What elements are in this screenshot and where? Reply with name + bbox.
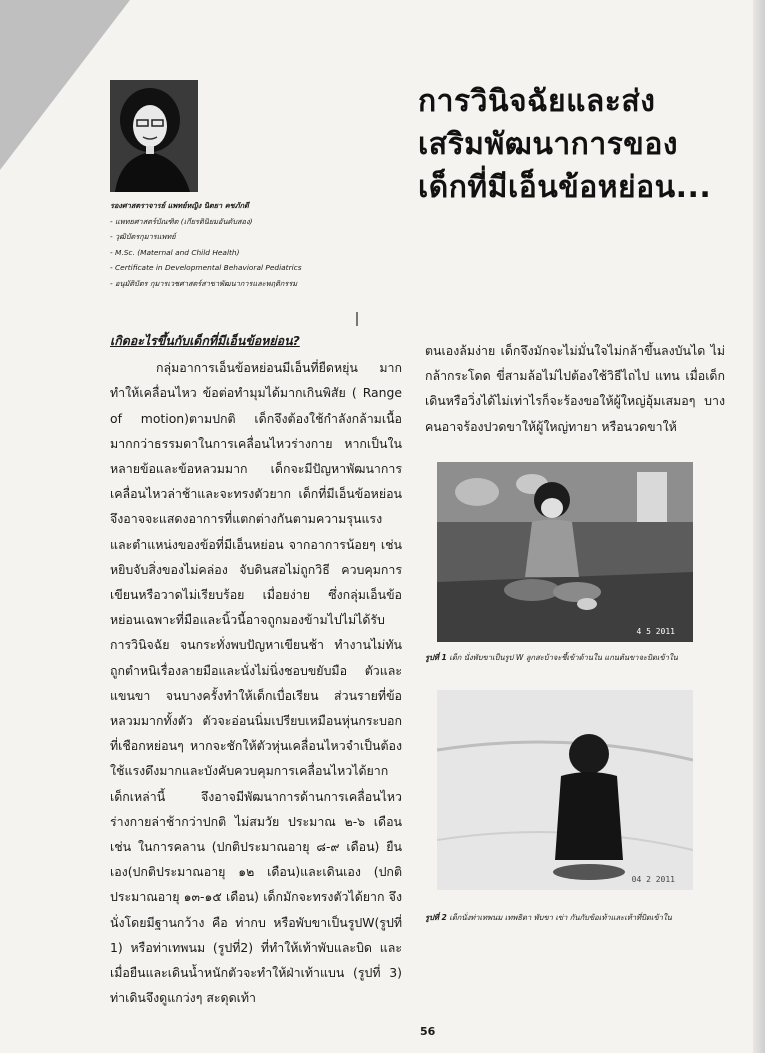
photo-date-stamp: 04 2 2011 bbox=[631, 875, 675, 884]
author-portrait bbox=[110, 80, 198, 192]
left-column bbox=[110, 328, 402, 1010]
author-credential: - M.Sc. (Maternal and Child Health) bbox=[110, 247, 240, 257]
figure-2-photo bbox=[437, 690, 693, 890]
right-column bbox=[425, 338, 725, 439]
scan-mark bbox=[356, 312, 358, 326]
author-credential: - วุฒิบัตรกุมารแพทย์ bbox=[110, 232, 176, 241]
figure-2-caption bbox=[425, 912, 735, 924]
article-title: การวินิจฉัยและส่งเสริมพัฒนาการของเด็กที่มีเอ็นข้อหย่อน... bbox=[418, 84, 712, 205]
section-heading: เกิดอะไรขึ้นกับเด็กที่มีเอ็นข้อหย่อน? bbox=[110, 333, 300, 348]
author-credential: - Certificate in Developmental Behavioral Pediatrics bbox=[110, 263, 302, 272]
figure-1-caption bbox=[425, 652, 735, 664]
caption-label: รูปที่ 2 bbox=[425, 913, 447, 922]
caption-label: รูปที่ 1 bbox=[425, 653, 447, 662]
page-edge bbox=[753, 0, 765, 1053]
figure-1-photo bbox=[437, 462, 693, 642]
author-info bbox=[110, 198, 370, 291]
caption-text: เด็ก นั่งพับขาเป็นรูป W ลูกสะบ้าจะชี้เข้าด้านใน แกนต้นขาจะบิดเข้าใน bbox=[449, 653, 678, 662]
caption-text: เด็กนั่งท่าเทพนม เทพธิดา พับขา เข่า กันกับข้อเท้าและเท้าที่บิดเข้าใน bbox=[449, 913, 672, 922]
author-credential: - แพทยศาสตร์บัณฑิต (เกียรตินิยมอันดับสอง) bbox=[110, 216, 253, 226]
body-paragraph: กลุ่มอาการเอ็นข้อหย่อนมีเอ็นที่ยืดหยุ่น มากทำให้เคลื่อนไหว ข้อต่อทำมุมได้มากเกินพิสัย ( Range of motion)ตามปกติ เด็กจึงต้องใช้กำลังกล้ามเนื้อมากกว่าธรรมดาในการเคลื่อนไหวร่างกาย หากเป็นในหลายข้อและข้อหลวมมาก เด็กจะมีปัญหาพัฒนาการเคลื่อนไหวล่าช้าและจะทรงตัวยาก เด็กที่มีเอ็นข้อหย่อน จึงอาจจะแสดงอาการที่แตกต่างกันตามความรุนแรงและตำแหน่งของข้อที่มีเอ็นหย่อน จากอาการน้อยๆ เช่น หยิบจับสิ่งของไม่คล่อง จับดินสอไม่ถูกวิธี ควบคุมการเขียนหรือวาดไม่เรียบร้อย เมื่อยง่าย ซึ่งกลุ่มเอ็นข้อหย่อนเฉพาะที่มือและนิ้วนี้อาจถูกมองข้ามไปไม่ได้รับการวินิจฉัย จนกระทั่งพบปัญหาเขียนช้า ทำงานไม่ทัน ถูกตำหนิเรื่องลายมือและนั่งไม่นิ่งชอบขยับมือ ตัวและแขนขา จนบางครั้งทำให้เด็กเบื่อเรียน ส่วนรายที่ข้อหลวมมากทั้งตัว ตัวจะอ่อนนิ่มเปรียบเหมือนหุ่นกระบอกที่เชือกหย่อนๆ หากจะชักให้ตัวหุ่นเคลื่อนไหวจำเป็นต้องใช้แรงดึงมากและบังคับควบคุมการเคลื่อนไหวได้ยาก เด็กเหล่านี้ จึงอาจมีพัฒนาการด้านการเคลื่อนไหวร่างกายล่าช้ากว่าปกติ ไม่สมวัย ประมาณ ๒-๖ เดือน เช่น ในการคลาน (ปกติประมาณอายุ ๘-๙ เดือน) ยืนเอง(ปกติประมาณอายุ ๑๒ เดือน)และเดินเอง (ปกติประมาณอายุ ๑๓-๑๕ เดือน) เด็กมักจะทรงตัวได้ยาก จึงนั่งโดยมีฐานกว้าง คือ ท่ากบ หรือพับขาเป็นรูปW(รูปที่ 1) หรือท่าเทพนม (รูปที่2) ที่ทำให้เท้าพับและบิด และเมื่อยืนและเดินน้ำหนักตัวจะทำให้ฝ่าเท้าแบน (รูปที่ 3) ท่าเดินจึงดูแกว่งๆ สะดุดเท้า bbox=[110, 360, 402, 1006]
author-name: รองศาสตราจารย์ แพทย์หญิง นิตยา คชภักดี bbox=[110, 201, 249, 210]
author-credential: - อนุมัติบัตร กุมารเวชศาสตร์สาขาพัฒนาการและพฤติกรรม bbox=[110, 278, 298, 288]
body-paragraph: ตนเองล้มง่าย เด็กจึงมักจะไม่มั่นใจไม่กล้าขึ้นลงบันได ไม่กล้ากระโดด ขี่สามล้อไม่ไปต้องใช้วิธีไถไป แทน เมื่อเด็กเดินหรือวิ่งได้ไม่เท่าไรก็จะร้องขอให้ผู้ใหญ่อุ้มเสมอๆ บางคนอาจร้องปวดขาให้ผู้ใหญ่ทายา หรือนวดขาให้ bbox=[425, 343, 725, 434]
page-number: 56 bbox=[420, 1025, 436, 1038]
photo-date-stamp: 4 5 2011 bbox=[636, 627, 675, 636]
